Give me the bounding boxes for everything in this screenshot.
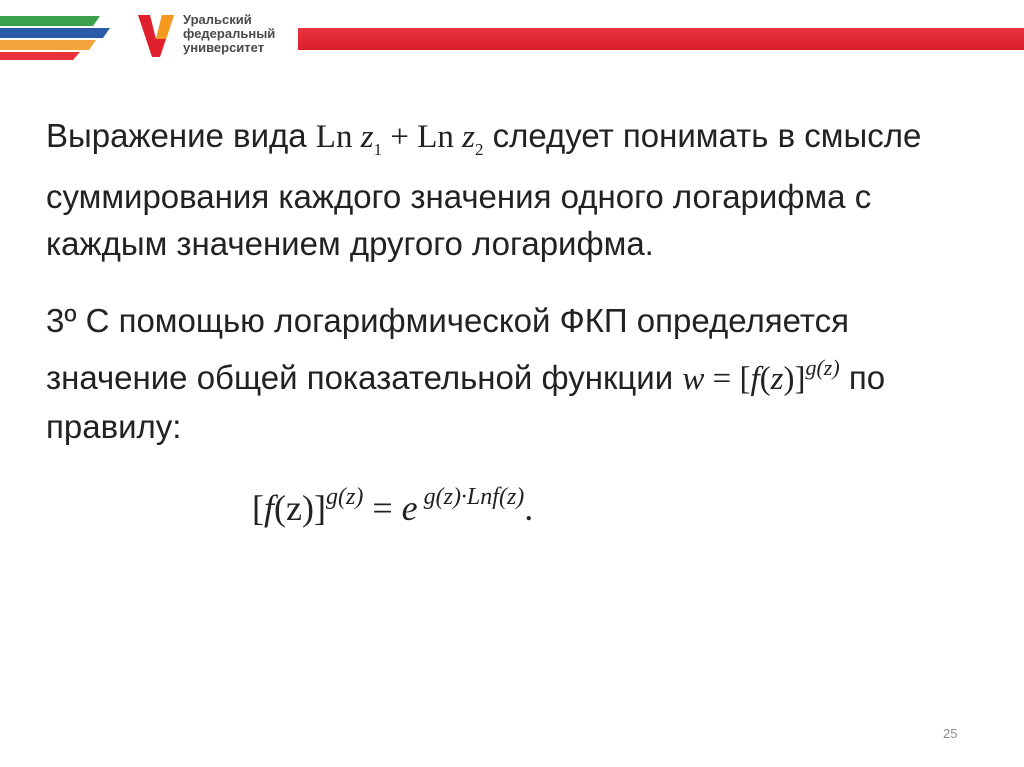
formula-bracket-open: [: [252, 488, 264, 528]
formula-period: .: [524, 488, 534, 528]
para1-text-after: следует понимать в смысле суммирования каждого значения одного логарифма с каждым значением другого логарифма.: [46, 117, 922, 262]
logo-line-2: федеральный: [183, 26, 276, 41]
formula-equals: =: [363, 488, 402, 528]
math-f: f: [750, 361, 760, 397]
math-z1: z: [360, 119, 374, 155]
math-power-function: [682, 355, 840, 397]
formula-bracket-close: ]: [313, 488, 326, 528]
formula-general-power: [252, 484, 533, 529]
math-close: )]: [783, 361, 806, 397]
math-w: w: [682, 361, 705, 397]
university-logo-icon: [136, 13, 176, 59]
formula-paren-z: (z): [274, 488, 314, 528]
formula-e: e: [401, 488, 418, 528]
formula-rhs-exponent: g(z)·Lnf(z): [417, 484, 525, 510]
paragraph-log-sum: [46, 112, 986, 267]
math-paren-open: (: [759, 361, 771, 397]
university-name: [183, 13, 275, 55]
para2-text-before: 3º С помощью логарифмической ФКП определяется значение общей показательной функции: [46, 302, 850, 396]
math-ln-sum: [315, 119, 484, 159]
page-number: 25: [943, 726, 958, 741]
math-sub-2: 2: [474, 140, 484, 159]
formula-lhs-exponent: g(z): [325, 484, 364, 510]
para1-text-before: Выражение вида: [46, 117, 316, 154]
math-sup-gz: g(z): [805, 355, 840, 380]
math-ln-1: Ln: [315, 119, 361, 155]
brand-stripe-right: [298, 28, 1024, 50]
paragraph-power-function: [46, 297, 986, 450]
logo-line-3: университет: [183, 40, 265, 55]
math-eq: = [: [704, 361, 751, 397]
brand-stripes-left: [0, 0, 110, 70]
math-plus: +: [382, 119, 418, 155]
logo-line-1: Уральский: [183, 12, 252, 27]
para2-text-after: по правилу:: [46, 359, 886, 445]
math-z: z: [770, 361, 784, 397]
math-ln-2: Ln: [417, 119, 463, 155]
math-z2: z: [462, 119, 475, 155]
formula-f: f: [264, 488, 275, 528]
math-sub-1: 1: [373, 140, 383, 159]
slide-content: [46, 112, 986, 450]
